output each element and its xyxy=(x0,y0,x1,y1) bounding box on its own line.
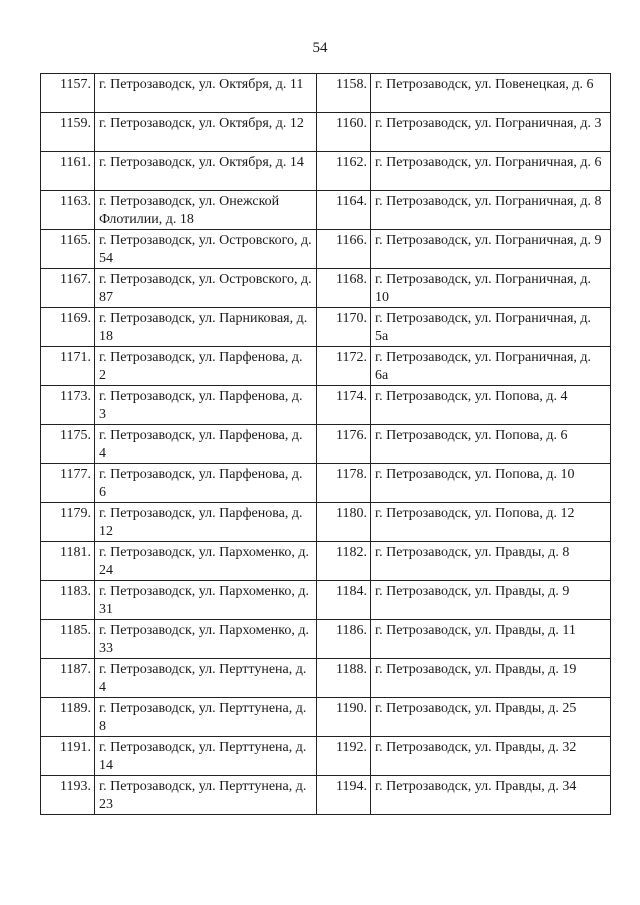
entry-address: г. Петрозаводск, ул. Пархоменко, д. 24 xyxy=(95,542,317,581)
entry-address: г. Петрозаводск, ул. Перттунена, д. 4 xyxy=(95,659,317,698)
table-row xyxy=(41,464,611,503)
entry-address: г. Петрозаводск, ул. Попова, д. 4 xyxy=(371,386,611,425)
address-table-body xyxy=(41,74,611,815)
entry-number: 1187. xyxy=(41,659,95,698)
entry-address: г. Петрозаводск, ул. Парфенова, д. 3 xyxy=(95,386,317,425)
table-row xyxy=(41,698,611,737)
entry-address: г. Петрозаводск, ул. Правды, д. 19 xyxy=(371,659,611,698)
entry-number: 1179. xyxy=(41,503,95,542)
entry-number: 1178. xyxy=(317,464,371,503)
entry-address: г. Петрозаводск, ул. Октября, д. 12 xyxy=(95,113,317,152)
entry-number: 1158. xyxy=(317,74,371,113)
entry-address: г. Петрозаводск, ул. Пограничная, д. 6 xyxy=(371,152,611,191)
entry-number: 1189. xyxy=(41,698,95,737)
entry-address: г. Петрозаводск, ул. Парниковая, д. 18 xyxy=(95,308,317,347)
entry-number: 1174. xyxy=(317,386,371,425)
entry-address: г. Петрозаводск, ул. Пограничная, д. 3 xyxy=(371,113,611,152)
entry-address: г. Петрозаводск, ул. Парфенова, д. 12 xyxy=(95,503,317,542)
entry-number: 1172. xyxy=(317,347,371,386)
entry-address: г. Петрозаводск, ул. Пограничная, д. 6а xyxy=(371,347,611,386)
entry-number: 1192. xyxy=(317,737,371,776)
entry-number: 1188. xyxy=(317,659,371,698)
page-number: 54 xyxy=(312,40,328,56)
entry-number: 1160. xyxy=(317,113,371,152)
entry-address: г. Петрозаводск, ул. Правды, д. 11 xyxy=(371,620,611,659)
entry-address: г. Петрозаводск, ул. Правды, д. 9 xyxy=(371,581,611,620)
entry-number: 1186. xyxy=(317,620,371,659)
entry-number: 1176. xyxy=(317,425,371,464)
entry-address: г. Петрозаводск, ул. Пограничная, д. 5а xyxy=(371,308,611,347)
table-row xyxy=(41,425,611,464)
entry-address: г. Петрозаводск, ул. Онежской Флотилии, д. 18 xyxy=(95,191,317,230)
entry-address: г. Петрозаводск, ул. Правды, д. 34 xyxy=(371,776,611,815)
entry-number: 1163. xyxy=(41,191,95,230)
entry-address: г. Петрозаводск, ул. Пограничная, д. 9 xyxy=(371,230,611,269)
table-row xyxy=(41,620,611,659)
table-row xyxy=(41,347,611,386)
entry-number: 1194. xyxy=(317,776,371,815)
entry-address: г. Петрозаводск, ул. Правды, д. 32 xyxy=(371,737,611,776)
table-row xyxy=(41,113,611,152)
table-row xyxy=(41,776,611,815)
entry-number: 1159. xyxy=(41,113,95,152)
entry-address: г. Петрозаводск, ул. Правды, д. 25 xyxy=(371,698,611,737)
entry-number: 1193. xyxy=(41,776,95,815)
table-row xyxy=(41,269,611,308)
table-row xyxy=(41,659,611,698)
entry-address: г. Петрозаводск, ул. Островского, д. 87 xyxy=(95,269,317,308)
entry-address: г. Петрозаводск, ул. Пограничная, д. 8 xyxy=(371,191,611,230)
entry-number: 1175. xyxy=(41,425,95,464)
entry-address: г. Петрозаводск, ул. Парфенова, д. 2 xyxy=(95,347,317,386)
entry-number: 1181. xyxy=(41,542,95,581)
entry-address: г. Петрозаводск, ул. Попова, д. 10 xyxy=(371,464,611,503)
entry-number: 1167. xyxy=(41,269,95,308)
entry-number: 1162. xyxy=(317,152,371,191)
entry-number: 1170. xyxy=(317,308,371,347)
table-row xyxy=(41,503,611,542)
entry-address: г. Петрозаводск, ул. Перттунена, д. 8 xyxy=(95,698,317,737)
table-row xyxy=(41,74,611,113)
entry-address: г. Петрозаводск, ул. Пархоменко, д. 31 xyxy=(95,581,317,620)
entry-address: г. Петрозаводск, ул. Парфенова, д. 4 xyxy=(95,425,317,464)
entry-number: 1169. xyxy=(41,308,95,347)
entry-number: 1183. xyxy=(41,581,95,620)
table-row xyxy=(41,581,611,620)
table-row xyxy=(41,230,611,269)
entry-address: г. Петрозаводск, ул. Пограничная, д. 10 xyxy=(371,269,611,308)
entry-number: 1168. xyxy=(317,269,371,308)
table-row xyxy=(41,152,611,191)
table-row xyxy=(41,386,611,425)
entry-address: г. Петрозаводск, ул. Октября, д. 11 xyxy=(95,74,317,113)
entry-address: г. Петрозаводск, ул. Октября, д. 14 xyxy=(95,152,317,191)
entry-number: 1182. xyxy=(317,542,371,581)
address-table xyxy=(40,73,611,815)
entry-number: 1166. xyxy=(317,230,371,269)
entry-address: г. Петрозаводск, ул. Попова, д. 12 xyxy=(371,503,611,542)
entry-address: г. Петрозаводск, ул. Пархоменко, д. 33 xyxy=(95,620,317,659)
table-row xyxy=(41,308,611,347)
entry-number: 1164. xyxy=(317,191,371,230)
entry-number: 1184. xyxy=(317,581,371,620)
table-row xyxy=(41,737,611,776)
entry-number: 1180. xyxy=(317,503,371,542)
table-row xyxy=(41,191,611,230)
entry-address: г. Петрозаводск, ул. Попова, д. 6 xyxy=(371,425,611,464)
entry-number: 1171. xyxy=(41,347,95,386)
entry-number: 1161. xyxy=(41,152,95,191)
address-table-container xyxy=(40,73,610,815)
entry-address: г. Петрозаводск, ул. Островского, д. 54 xyxy=(95,230,317,269)
entry-address: г. Петрозаводск, ул. Парфенова, д. 6 xyxy=(95,464,317,503)
entry-address: г. Петрозаводск, ул. Повенецкая, д. 6 xyxy=(371,74,611,113)
entry-number: 1173. xyxy=(41,386,95,425)
entry-number: 1185. xyxy=(41,620,95,659)
entry-number: 1165. xyxy=(41,230,95,269)
entry-address: г. Петрозаводск, ул. Правды, д. 8 xyxy=(371,542,611,581)
entry-address: г. Петрозаводск, ул. Перттунена, д. 23 xyxy=(95,776,317,815)
entry-number: 1177. xyxy=(41,464,95,503)
table-row xyxy=(41,542,611,581)
entry-address: г. Петрозаводск, ул. Перттунена, д. 14 xyxy=(95,737,317,776)
entry-number: 1157. xyxy=(41,74,95,113)
entry-number: 1191. xyxy=(41,737,95,776)
entry-number: 1190. xyxy=(317,698,371,737)
